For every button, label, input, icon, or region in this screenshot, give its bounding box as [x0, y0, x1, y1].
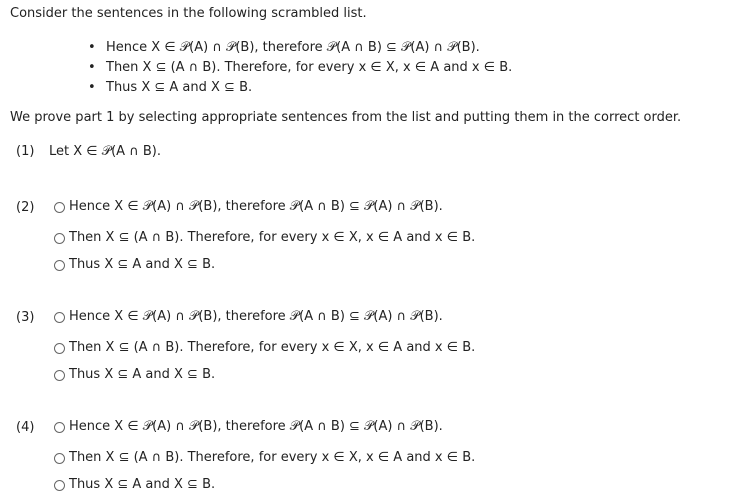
- step-2-option-hence[interactable]: [54, 198, 443, 216]
- option-label: Thus X ⊆ A and X ⊆ B.: [69, 367, 216, 382]
- step-1-text: Let X ∈ 𝒫(A ∩ B).: [49, 144, 161, 159]
- radio-button[interactable]: [54, 233, 65, 244]
- step-4-option-then[interactable]: [54, 449, 475, 467]
- step-2-number: (2): [16, 200, 35, 215]
- option-label: Then X ⊆ (A ∩ B). Therefore, for every x ∈ X, x ∈ A and x ∈ B.: [69, 450, 476, 465]
- step-2-option-thus[interactable]: [54, 256, 215, 274]
- option-label: Hence X ∈ 𝒫(A) ∩ 𝒫(B), therefore 𝒫(A ∩ B) ⊆ 𝒫(A) ∩ 𝒫(B).: [69, 309, 443, 324]
- scrambled-item: • Hence X ∈ 𝒫(A) ∩ 𝒫(B), therefore 𝒫(A ∩ B) ⊆ 𝒫(A) ∩ 𝒫(B).: [88, 38, 512, 58]
- option-label: Hence X ∈ 𝒫(A) ∩ 𝒫(B), therefore 𝒫(A ∩ B) ⊆ 𝒫(A) ∩ 𝒫(B).: [69, 419, 443, 434]
- step-4-option-thus[interactable]: [54, 476, 215, 494]
- radio-button[interactable]: [54, 480, 65, 491]
- radio-button[interactable]: [54, 343, 65, 354]
- radio-button[interactable]: [54, 312, 65, 323]
- step-4-option-hence[interactable]: [54, 418, 443, 436]
- step-3-option-then[interactable]: [54, 339, 475, 357]
- intro-text: Consider the sentences in the following scrambled list.: [10, 6, 367, 21]
- scrambled-list: [88, 38, 512, 98]
- step-3-option-thus[interactable]: [54, 366, 215, 384]
- instruction-text: We prove part 1 by selecting appropriate sentences from the list and putting them in the correct order.: [10, 110, 682, 125]
- radio-button[interactable]: [54, 260, 65, 271]
- radio-button[interactable]: [54, 202, 65, 213]
- option-label: Thus X ⊆ A and X ⊆ B.: [69, 477, 216, 492]
- step-3-option-hence[interactable]: [54, 308, 443, 326]
- step-4-number: (4): [16, 420, 35, 435]
- option-label: Then X ⊆ (A ∩ B). Therefore, for every x ∈ X, x ∈ A and x ∈ B.: [69, 340, 476, 355]
- step-1-number: (1): [16, 144, 35, 159]
- scrambled-item: • Thus X ⊆ A and X ⊆ B.: [88, 78, 512, 98]
- option-label: Then X ⊆ (A ∩ B). Therefore, for every x ∈ X, x ∈ A and x ∈ B.: [69, 230, 476, 245]
- radio-button[interactable]: [54, 453, 65, 464]
- radio-button[interactable]: [54, 422, 65, 433]
- radio-button[interactable]: [54, 370, 65, 381]
- scrambled-item: • Then X ⊆ (A ∩ B). Therefore, for every x ∈ X, x ∈ A and x ∈ B.: [88, 58, 512, 78]
- option-label: Thus X ⊆ A and X ⊆ B.: [69, 257, 216, 272]
- step-3-number: (3): [16, 310, 35, 325]
- option-label: Hence X ∈ 𝒫(A) ∩ 𝒫(B), therefore 𝒫(A ∩ B) ⊆ 𝒫(A) ∩ 𝒫(B).: [69, 199, 443, 214]
- step-2-option-then[interactable]: [54, 229, 475, 247]
